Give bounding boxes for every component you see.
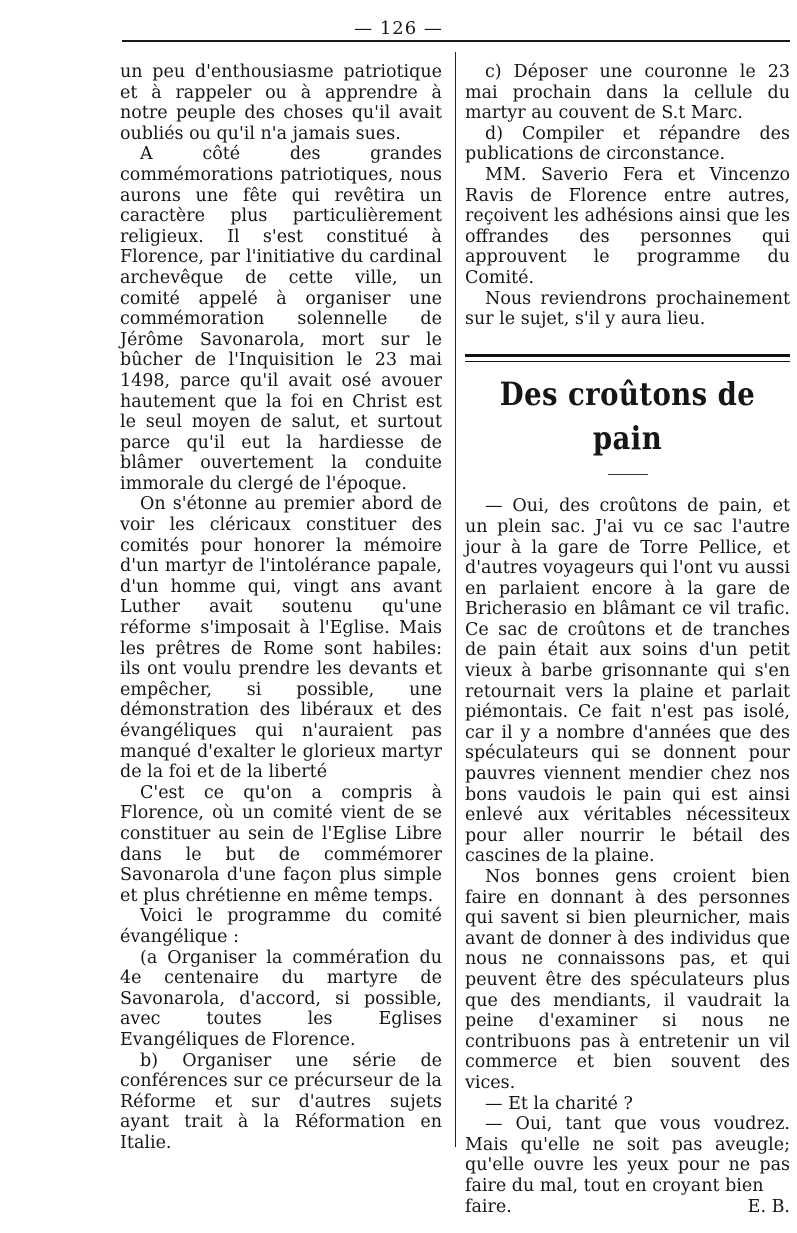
paragraph: d) Compiler et répandre des publications de circonstance. xyxy=(465,123,790,165)
paragraph: Nous reviendrons prochainement sur le sujet, s'il y aura lieu. xyxy=(465,288,790,330)
article-title: Des croûtons de pain xyxy=(499,374,756,457)
closing-text: faire. xyxy=(465,1196,512,1217)
page-number: — 126 — xyxy=(354,18,443,39)
paragraph: (a Organiser la comméraťion du 4e centenaire du martyre de Savonarola, d'accord, si possible, avec toutes les Eglises Evangéliques de Florence. xyxy=(120,947,442,1050)
signature: E. B. xyxy=(747,1196,790,1217)
paragraph: MM. Saverio Fera et Vincenzo Ravis de Florence entre autres, reçoivent les adhésions ainsi que les offrandes des personnes qui approuvent le programme du Comité. xyxy=(465,164,790,288)
article-paragraph: Nos bonnes gens croient bien faire en donnant à des personnes qui savent si bien pleurnicher, mais avant de donner à des individus que nous ne connaissons pas, et qui peuvent être des spéculateurs plus que des mendiants, il vaudrait la peine d'examiner si nous ne contribuons pas à entretenir un vil commerce et bien souvent des vices. xyxy=(465,867,790,1093)
article-paragraph: — Oui, tant que vous voudrez. Mais qu'elle ne soit pas aveugle; qu'elle ouvre les yeux pour ne pas faire du mal, tout en croyant bien xyxy=(465,1114,790,1196)
article-closing xyxy=(465,1197,790,1218)
paragraph: A côté des grandes commémorations patriotiques, nous aurons une fête qui revêtira un caractère plus particulièrement religieux. Il s'est constitué à Florence, par l'initiative du cardinal archevêque de cette ville, un comité appelé à organiser une commémoration solennelle de Jérôme Savonarola, mort sur le bûcher de l'Inquisition le 23 mai 1498, parce qu'il avait osé avouer hautement que la foi en Christ est le seul moyen de salut, et surtout parce qu'il eut la hardiesse de blâmer ouvertement la conduite immorale du clergé de l'époque. xyxy=(120,144,442,494)
left-column xyxy=(120,62,442,1153)
paragraph: C'est ce qu'on a compris à Florence, où un comité vient de se constituer au sein de l'Eglise Libre dans le but de commémorer Savonarola d'une façon plus simple et plus chrétienne en même temps. xyxy=(120,782,442,906)
article-paragraph: — Et la charité ? xyxy=(485,1093,633,1114)
article-paragraph: — Oui, des croûtons de pain, et un plein sac. J'ai vu ce sac l'autre jour à la gare de Torre Pellice, et d'autres voyageurs qui l'ont vu aussi en parlaient encore à la gare de Bricherasio en blâmant ce vil trafic. Ce sac de croûtons et de tranches de pain était aux soins d'un petit vieux à barbe grisonnante qui s'en retournait vers la plaine et parlait piémontais. Ce fait n'est pas isolé, car il y a nombre d'années que des spéculateurs qui se donnent pour pauvres viennent mendier chez nos bons vaudois le pain qui est ainsi enlevé aux véritables nécessiteux pour aller nourrir le bétail des cascines de la plaine. xyxy=(465,496,790,867)
right-column xyxy=(465,62,790,1217)
paragraph: c) Déposer une couronne le 23 mai prochain dans la cellule du martyr au couvent de S.t Marc. xyxy=(465,62,790,124)
paragraph: Voici le programme du comité évangélique : xyxy=(120,906,442,947)
paragraph: b) Organiser une série de conférences sur ce précurseur de la Réforme et sur d'autres sujets ayant trait à la Réformation en Italie. xyxy=(120,1050,442,1153)
paragraph: un peu d'enthousiasme patriotique et à rappeler ou à apprendre à notre peuple des choses qu'il avait oubliés ou qu'il n'a jamais sues. xyxy=(120,62,442,144)
header-rule xyxy=(122,40,790,42)
paragraph: On s'étonne au premier abord de voir les cléricaux constituer des comités pour honorer la mémoire d'un martyr de l'intolérance papale, d'un homme qui, vingt ans avant Luther avait soutenu qu'une réforme s'imposait à l'Eglise. Mais les prêtres de Rome sont habiles: ils ont voulu prendre les devants et empêcher, si possible, une démonstration des libéraux et des évangéliques qui n'auraient pas manqué d'exalter le glorieux martyr de la foi et de la liberté xyxy=(120,494,442,783)
column-divider xyxy=(455,52,456,1147)
section-separator xyxy=(465,354,790,362)
title-ornament xyxy=(465,464,790,485)
